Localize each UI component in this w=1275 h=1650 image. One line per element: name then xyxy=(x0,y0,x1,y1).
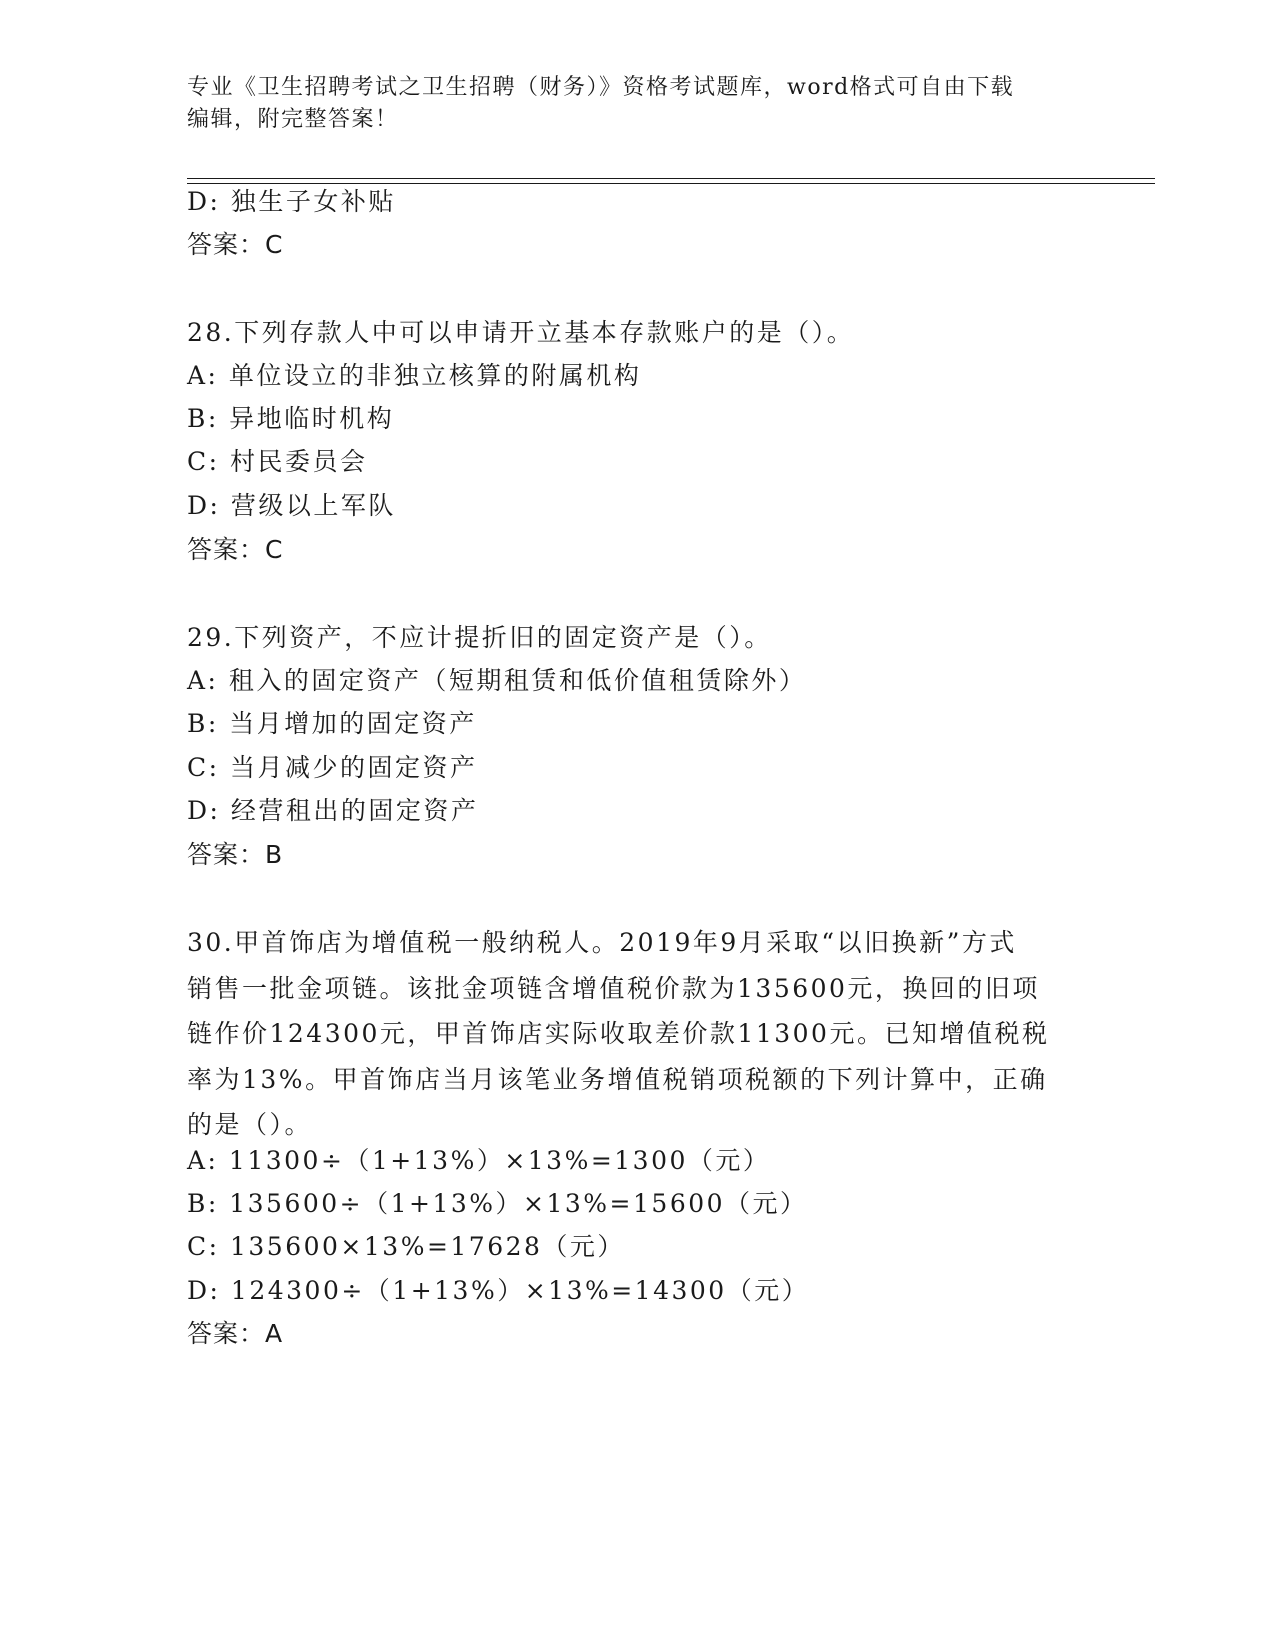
q29-option-c: C: 当月减少的固定资产 xyxy=(187,753,478,782)
q30-answer: 答案：A xyxy=(187,1319,284,1348)
q28-answer: 答案：C xyxy=(187,535,284,564)
prev-question-answer: 答案：C xyxy=(187,230,284,259)
q30-option-d: D: 124300÷（1+13%）×13%=14300（元） xyxy=(187,1276,810,1305)
q30-stem-line: 率为13%。甲首饰店当月该笔业务增值税销项税额的下列计算中，正确 xyxy=(187,1064,1048,1094)
q30-option-a: A: 11300÷（1+13%）×13%=1300（元） xyxy=(187,1146,771,1175)
q30-option-b: B: 135600÷（1+13%）×13%=15600（元） xyxy=(187,1189,808,1218)
q29-option-a: A: 租入的固定资产（短期租赁和低价值租赁除外） xyxy=(187,666,807,695)
q30-stem-line: 30.甲首饰店为增值税一般纳税人。2019年9月采取“以旧换新”方式 xyxy=(187,928,1017,957)
document-header xyxy=(187,72,1087,136)
header-line-2: 编辑，附完整答案！ xyxy=(187,107,399,132)
q29-option-d: D: 经营租出的固定资产 xyxy=(187,796,479,825)
q28-option-b: B: 异地临时机构 xyxy=(187,404,395,433)
q30-stem-line: 销售一批金项链。该批金项链含增值税价款为135600元，换回的旧项 xyxy=(187,973,1040,1003)
header-divider-top xyxy=(187,178,1155,179)
q28-stem: 28.下列存款人中可以申请开立基本存款账户的是（）。 xyxy=(187,318,855,347)
q28-option-a: A: 单位设立的非独立核算的附属机构 xyxy=(187,361,642,390)
q30-stem-line: 的是（）。 xyxy=(187,1110,313,1139)
q29-option-b: B: 当月增加的固定资产 xyxy=(187,709,477,738)
header-line-1: 专业《卫生招聘考试之卫生招聘（财务）》资格考试题库，word格式可自由下载 xyxy=(187,75,1015,100)
header-divider-bottom xyxy=(187,183,1155,184)
q29-stem: 29.下列资产，不应计提折旧的固定资产是（）。 xyxy=(187,623,772,652)
q30-stem-line: 链作价124300元，甲首饰店实际收取差价款11300元。已知增值税税 xyxy=(187,1019,1050,1048)
q28-option-c: C: 村民委员会 xyxy=(187,447,368,476)
q30-stem xyxy=(187,927,1087,1155)
q30-option-c: C: 135600×13%=17628（元） xyxy=(187,1232,625,1261)
q29-answer: 答案：B xyxy=(187,840,284,869)
prev-question-option-d: D: 独生子女补贴 xyxy=(187,187,396,216)
q28-option-d: D: 营级以上军队 xyxy=(187,491,396,520)
